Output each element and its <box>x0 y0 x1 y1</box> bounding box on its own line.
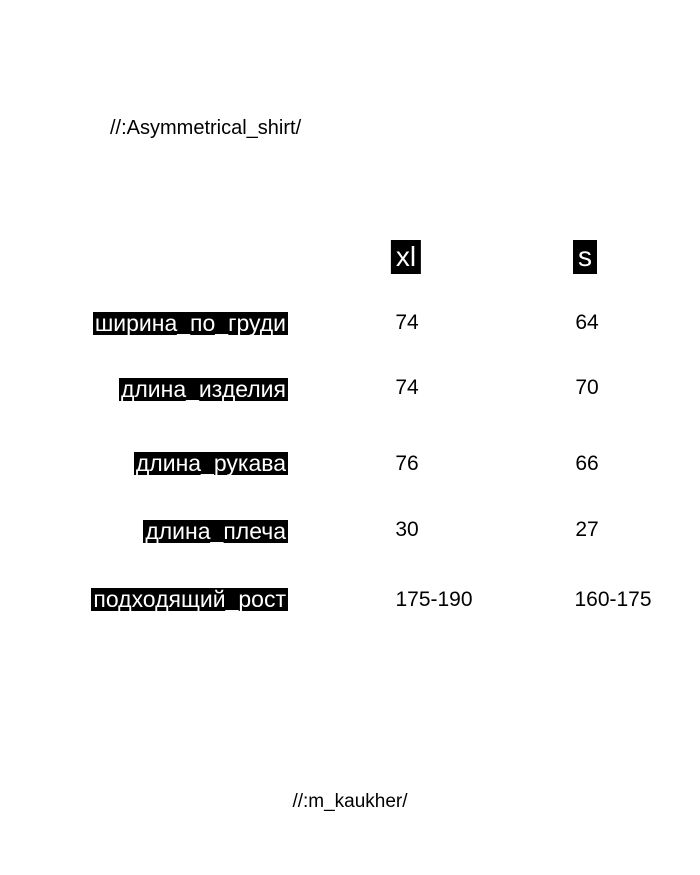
table-cell: 64 <box>575 311 599 334</box>
table-cell: 66 <box>575 452 599 475</box>
column-header-xl: xl <box>391 240 421 274</box>
row-label: подходящий_рост <box>93 586 286 612</box>
table-cell: 175-190 <box>395 588 473 611</box>
row-label: длина_плеча <box>145 518 286 544</box>
table-cell: 74 <box>395 311 419 334</box>
column-header-s: s <box>573 240 597 274</box>
row-label: длина_рукава <box>135 450 286 476</box>
table-cell: 76 <box>395 452 419 475</box>
row-label: ширина_по_груди <box>94 310 286 336</box>
row-label: длина_изделия <box>120 376 286 402</box>
table-cell: 70 <box>575 376 599 399</box>
page-title: //:Asymmetrical_shirt/ <box>110 117 302 139</box>
table-cell: 160-175 <box>574 588 652 611</box>
table-cell: 30 <box>395 518 419 541</box>
table-cell: 27 <box>575 518 599 541</box>
table-cell: 74 <box>395 376 419 399</box>
author-signature: //:m_kaukher/ <box>292 791 408 812</box>
